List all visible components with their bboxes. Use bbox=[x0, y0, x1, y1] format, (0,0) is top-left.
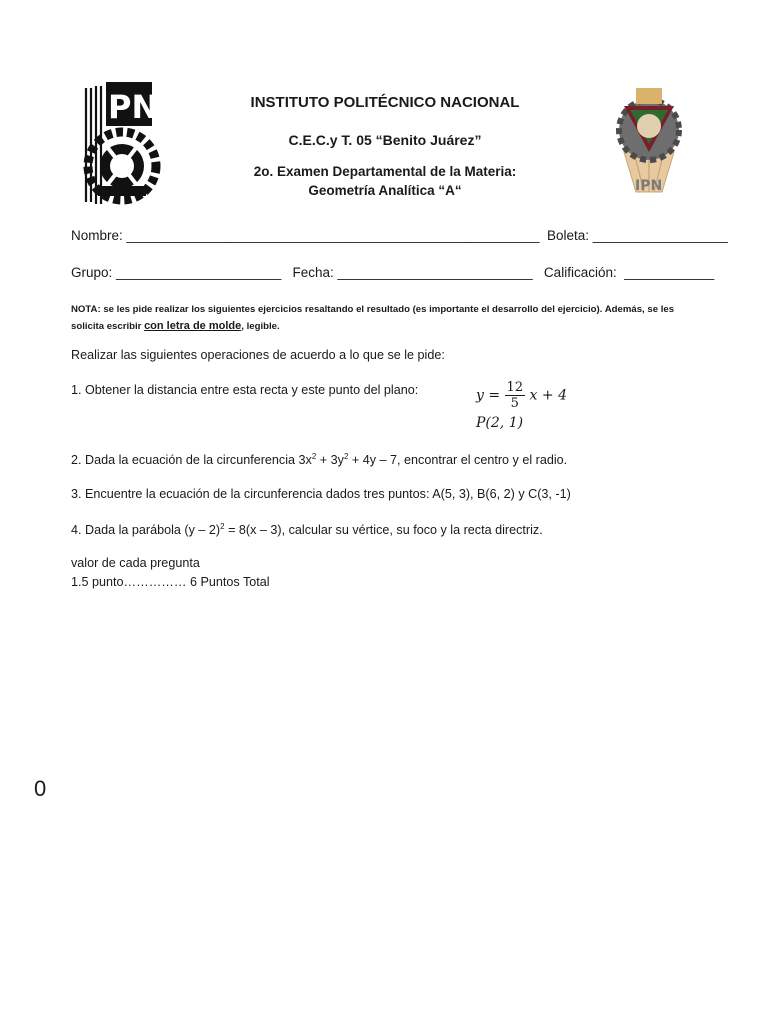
question-4 bbox=[71, 522, 543, 537]
instructions: Realizar las siguientes operaciones de acuerdo a lo que se le pide: bbox=[71, 348, 445, 362]
svg-text:PN: PN bbox=[108, 88, 159, 126]
q4-part-a: 4. Dada la parábola (y – 2) bbox=[71, 523, 221, 538]
note-text-a: NOTA: se les pide realizar los siguientes ejercicios resaltando el resultado (es importante el desarrollo del ejercicio). Además, se les solicita escribir bbox=[71, 304, 675, 332]
exam-title-line2: Geometría Analítica “A“ bbox=[308, 183, 462, 198]
q1-eq-rhs: x + 4 bbox=[529, 387, 567, 404]
institute-title: INSTITUTO POLITÉCNICO NACIONAL bbox=[250, 94, 520, 111]
q1-eq-num: 12 bbox=[506, 380, 524, 395]
question-3: 3. Encuentre la ecuación de la circunferencia dados tres puntos: A(5, 3), B(6, 2) y C(3, -1) bbox=[71, 487, 571, 501]
question-2 bbox=[71, 452, 567, 467]
school-name: C.E.C.y T. 05 “Benito Juárez” bbox=[288, 132, 482, 148]
name-boleta-line: Nombre: _______________________________________________________ Boleta: __________________ bbox=[71, 228, 728, 243]
exam-title-line1: 2o. Examen Departamental de la Materia: bbox=[253, 164, 517, 179]
q1-eq-den: 5 bbox=[510, 396, 519, 411]
q4-part-b: = 8(x – 3), calcular su vértice, su foco y la recta directriz. bbox=[224, 523, 543, 538]
cecyt-logo bbox=[606, 82, 692, 202]
q1-point: P(2, 1) bbox=[476, 415, 524, 431]
q2-sup-1: 2 bbox=[311, 452, 317, 461]
grupo-fecha-calificacion-line: Grupo: ______________________ Fecha: __________________________ Calificación: ____________ bbox=[71, 265, 715, 280]
note-text-b: , legible. bbox=[241, 321, 280, 332]
q1-eq-lhs: y = bbox=[476, 387, 501, 404]
scoring-line-1: valor de cada pregunta bbox=[71, 556, 200, 570]
q1-equation bbox=[476, 380, 586, 442]
svg-text:IPN: IPN bbox=[635, 178, 663, 194]
stray-mark: 0 bbox=[34, 776, 47, 801]
scoring-line-2: 1.5 punto…………… 6 Puntos Total bbox=[71, 575, 270, 589]
q1-eq-fraction bbox=[505, 380, 526, 411]
q4-sup: 2 bbox=[220, 522, 225, 531]
q2-part-c: + 4y – 7, encontrar el centro y el radio. bbox=[348, 453, 568, 468]
q2-sup-2: 2 bbox=[343, 452, 349, 461]
q2-part-a: 2. Dada la ecuación de la circunferencia 3x bbox=[71, 453, 312, 468]
question-1: 1. Obtener la distancia entre esta recta y este punto del plano: bbox=[71, 383, 419, 397]
exam-note bbox=[71, 302, 696, 335]
note-emphasis: con letra de molde bbox=[144, 320, 242, 332]
ipn-logo bbox=[78, 78, 166, 212]
q2-part-b: + 3y bbox=[316, 453, 344, 468]
